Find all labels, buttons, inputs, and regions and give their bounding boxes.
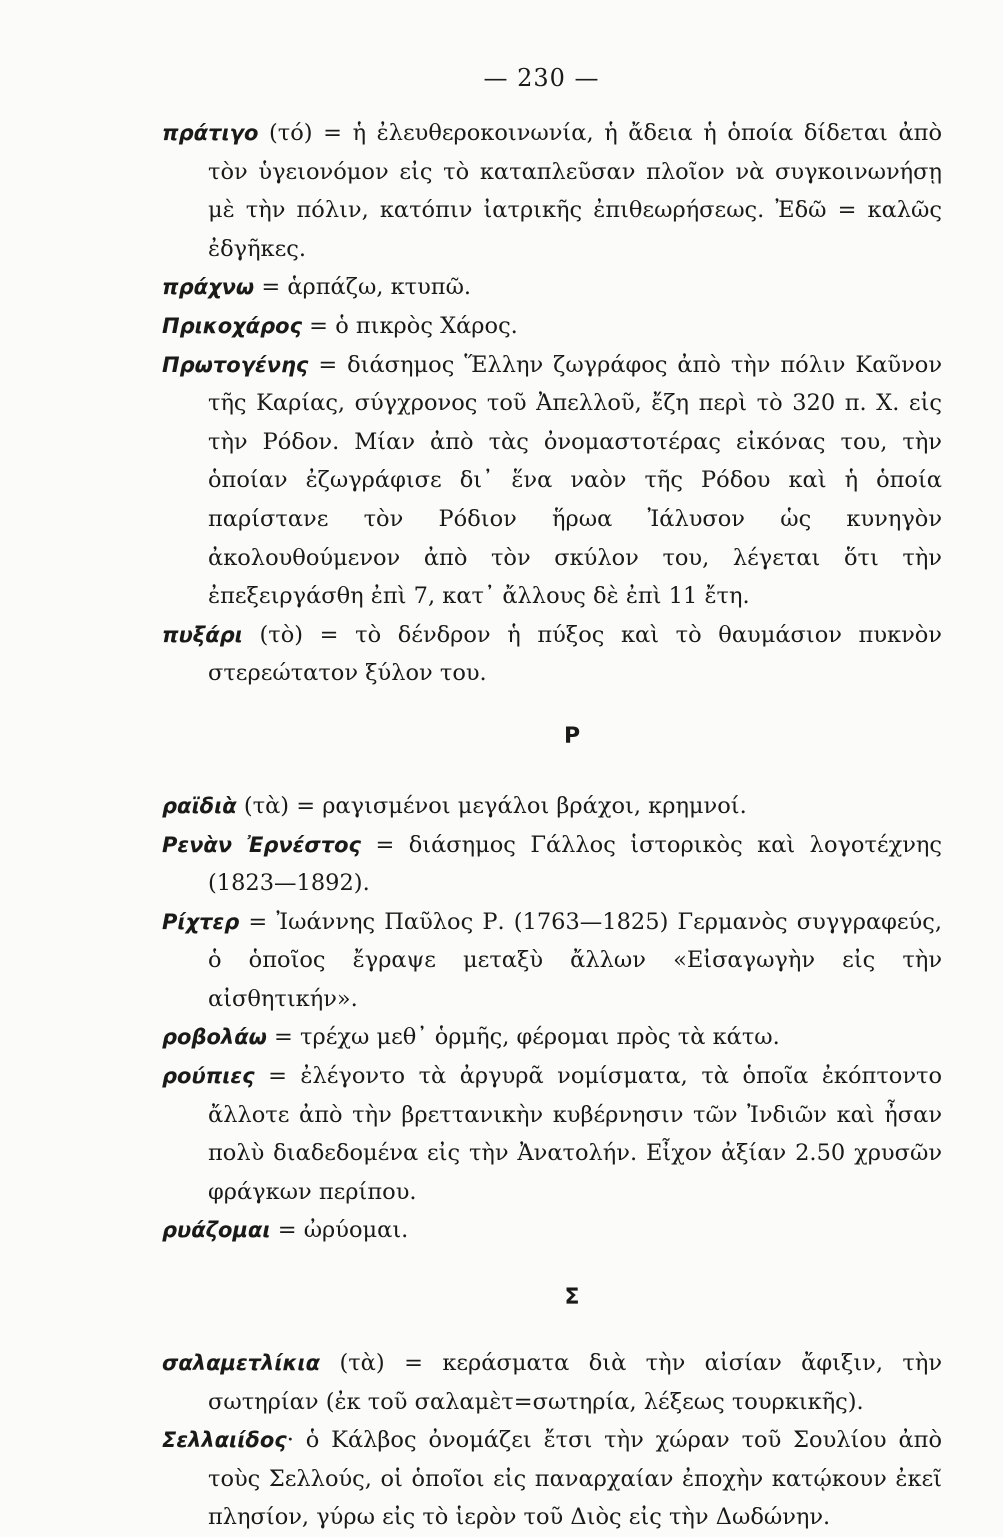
entry-definition: (τὸ) = τὸ δένδρον ἡ πύξος καὶ τὸ θαυμάσιον πυκνὸν στερεώτατον ξύλον του. xyxy=(208,621,942,687)
glossary-entry xyxy=(162,268,942,307)
glossary-entry xyxy=(162,1057,942,1211)
entry-headword: Σελλαιίδος xyxy=(162,1428,287,1453)
entry-definition: · ὁ Κάλβος ὀνομάζει ἔτσι τὴν χώραν τοῦ Σουλίου ἀπὸ τοὺς Σελλούς, οἱ ὁποῖοι εἰς παναρχαίαν ἐποχὴν κατῴκουν ἐκεῖ πλησίον, γύρω εἰς τὸ ἱερὸν τοῦ Διὸς εἰς τὴν Δωδώνην. xyxy=(208,1427,942,1531)
glossary-entry xyxy=(162,1018,942,1057)
entry-headword: Πρωτογένης xyxy=(162,352,309,377)
entry-definition: = ὠρύομαι. xyxy=(270,1217,409,1244)
glossary-entry xyxy=(162,1421,942,1537)
section-letter-rho: Ρ xyxy=(563,723,581,749)
entry-headword: Πρικοχάρος xyxy=(162,313,303,338)
entry-headword: πυξάρι xyxy=(162,622,243,647)
entry-headword: πράχνω xyxy=(162,275,255,300)
glossary-entry xyxy=(162,903,942,1019)
entry-definition: = διάσημος Γάλλος ἱστορικὸς καὶ λογοτέχνης (1823—1892). xyxy=(208,831,942,897)
entry-definition: = ἁρπάζω, κτυπῶ. xyxy=(254,274,472,301)
glossary-entry xyxy=(162,1344,942,1421)
glossary-entry xyxy=(162,346,942,616)
entry-headword: ροβολάω xyxy=(162,1025,267,1050)
entry-headword: ρυάζομαι xyxy=(162,1218,271,1243)
entry-definition: = ἐλέγοντο τὰ ἀργυρᾶ νομίσματα, τὰ ὁποῖα ἐκόπτοντο ἄλλοτε ἀπὸ τὴν βρεττανικὴν κυβέρνησιν τῶν Ἰνδιῶν καὶ ἦσαν πολὺ διαδεδομένα εἰς τὴν Ἀνατολήν. Εἶχον ἀξίαν 2.50 χρυσῶν φράγκων περίπου. xyxy=(208,1063,942,1205)
glossary-entry xyxy=(162,307,942,346)
page-number: — 230 — xyxy=(483,64,600,92)
entry-definition: (τὰ) = κεράσματα διὰ τὴν αἰσίαν ἄφιξιν, τὴν σωτηρίαν (ἐκ τοῦ σαλαμὲτ=σωτηρία, λέξεως τουρκικῆς). xyxy=(208,1350,942,1415)
entry-headword: σαλαμετλίκια xyxy=(162,1351,321,1376)
entry-definition: (τὰ) = ραγισμένοι μεγάλοι βράχοι, κρημνοί. xyxy=(236,792,747,819)
entry-headword: ραϊδιὰ xyxy=(162,793,237,818)
glossary-entry xyxy=(162,114,942,268)
glossary-entry xyxy=(162,1211,942,1250)
glossary-entry xyxy=(162,787,942,826)
entry-definition: (τό) = ἡ ἐλευθεροκοινωνία, ἡ ἄδεια ἡ ὁποία δίδεται ἀπὸ τὸν ὑγειονόμον εἰς τὸ καταπλεῦσαν πλοῖον νὰ συγκοινωνήσῃ μὲ τὴν πόλιν, κατόπιν ἰατρικῆς ἐπιθεωρήσεως. Ἐδῶ = καλῶς ἐδγῆκες. xyxy=(208,120,942,262)
section-letter-sigma: Σ xyxy=(564,1285,580,1311)
glossary-entry xyxy=(162,826,942,903)
entry-definition: = ὁ πικρὸς Χάρος. xyxy=(302,312,518,339)
entry-definition: = τρέχω μεθ᾽ ὁρμῆς, φέρομαι πρὸς τὰ κάτω. xyxy=(266,1024,780,1051)
entry-headword: Ρίχτερ xyxy=(162,909,240,934)
glossary-entry xyxy=(162,616,942,693)
entry-definition: = Ἰωάννης Παῦλος Ρ. (1763—1825) Γερμανὸς συγγραφεύς, ὁ ὁποῖος ἔγραψε μεταξὺ ἄλλων «Εἰσαγωγὴν εἰς τὴν αἰσθητικήν». xyxy=(208,908,942,1012)
entry-headword: Ρενὰν Ἐρνέστος xyxy=(162,832,361,857)
entry-headword: πράτιγο xyxy=(162,121,259,145)
entry-headword: ρούπιες xyxy=(162,1064,255,1089)
entry-definition: = διάσημος Ἕλλην ζωγράφος ἀπὸ τὴν πόλιν Καῦνον τῆς Καρίας, σύγχρονος τοῦ Ἀπελλοῦ, ἔζη περὶ τὸ 320 π. Χ. εἰς τὴν Ρόδον. Μίαν ἀπὸ τὰς ὀνομαστοτέρας εἰκόνας του, τὴν ὁποίαν ἐζωγράφισε δι᾽ ἕνα ναὸν τῆς Ρόδου καὶ ἡ ὁποία παρίστανε τὸν Ρόδιον ἥρωα Ἰάλυσον ὡς κυνηγὸν ἀκολουθούμενον ἀπὸ τὸν σκύλον του, λέγεται ὅτι τὴν ἐπεξειργάσθη ἐπὶ 7, κατ᾽ ἄλλους δὲ ἐπὶ 11 ἔτη. xyxy=(208,351,942,610)
glossary-content xyxy=(162,114,942,1537)
